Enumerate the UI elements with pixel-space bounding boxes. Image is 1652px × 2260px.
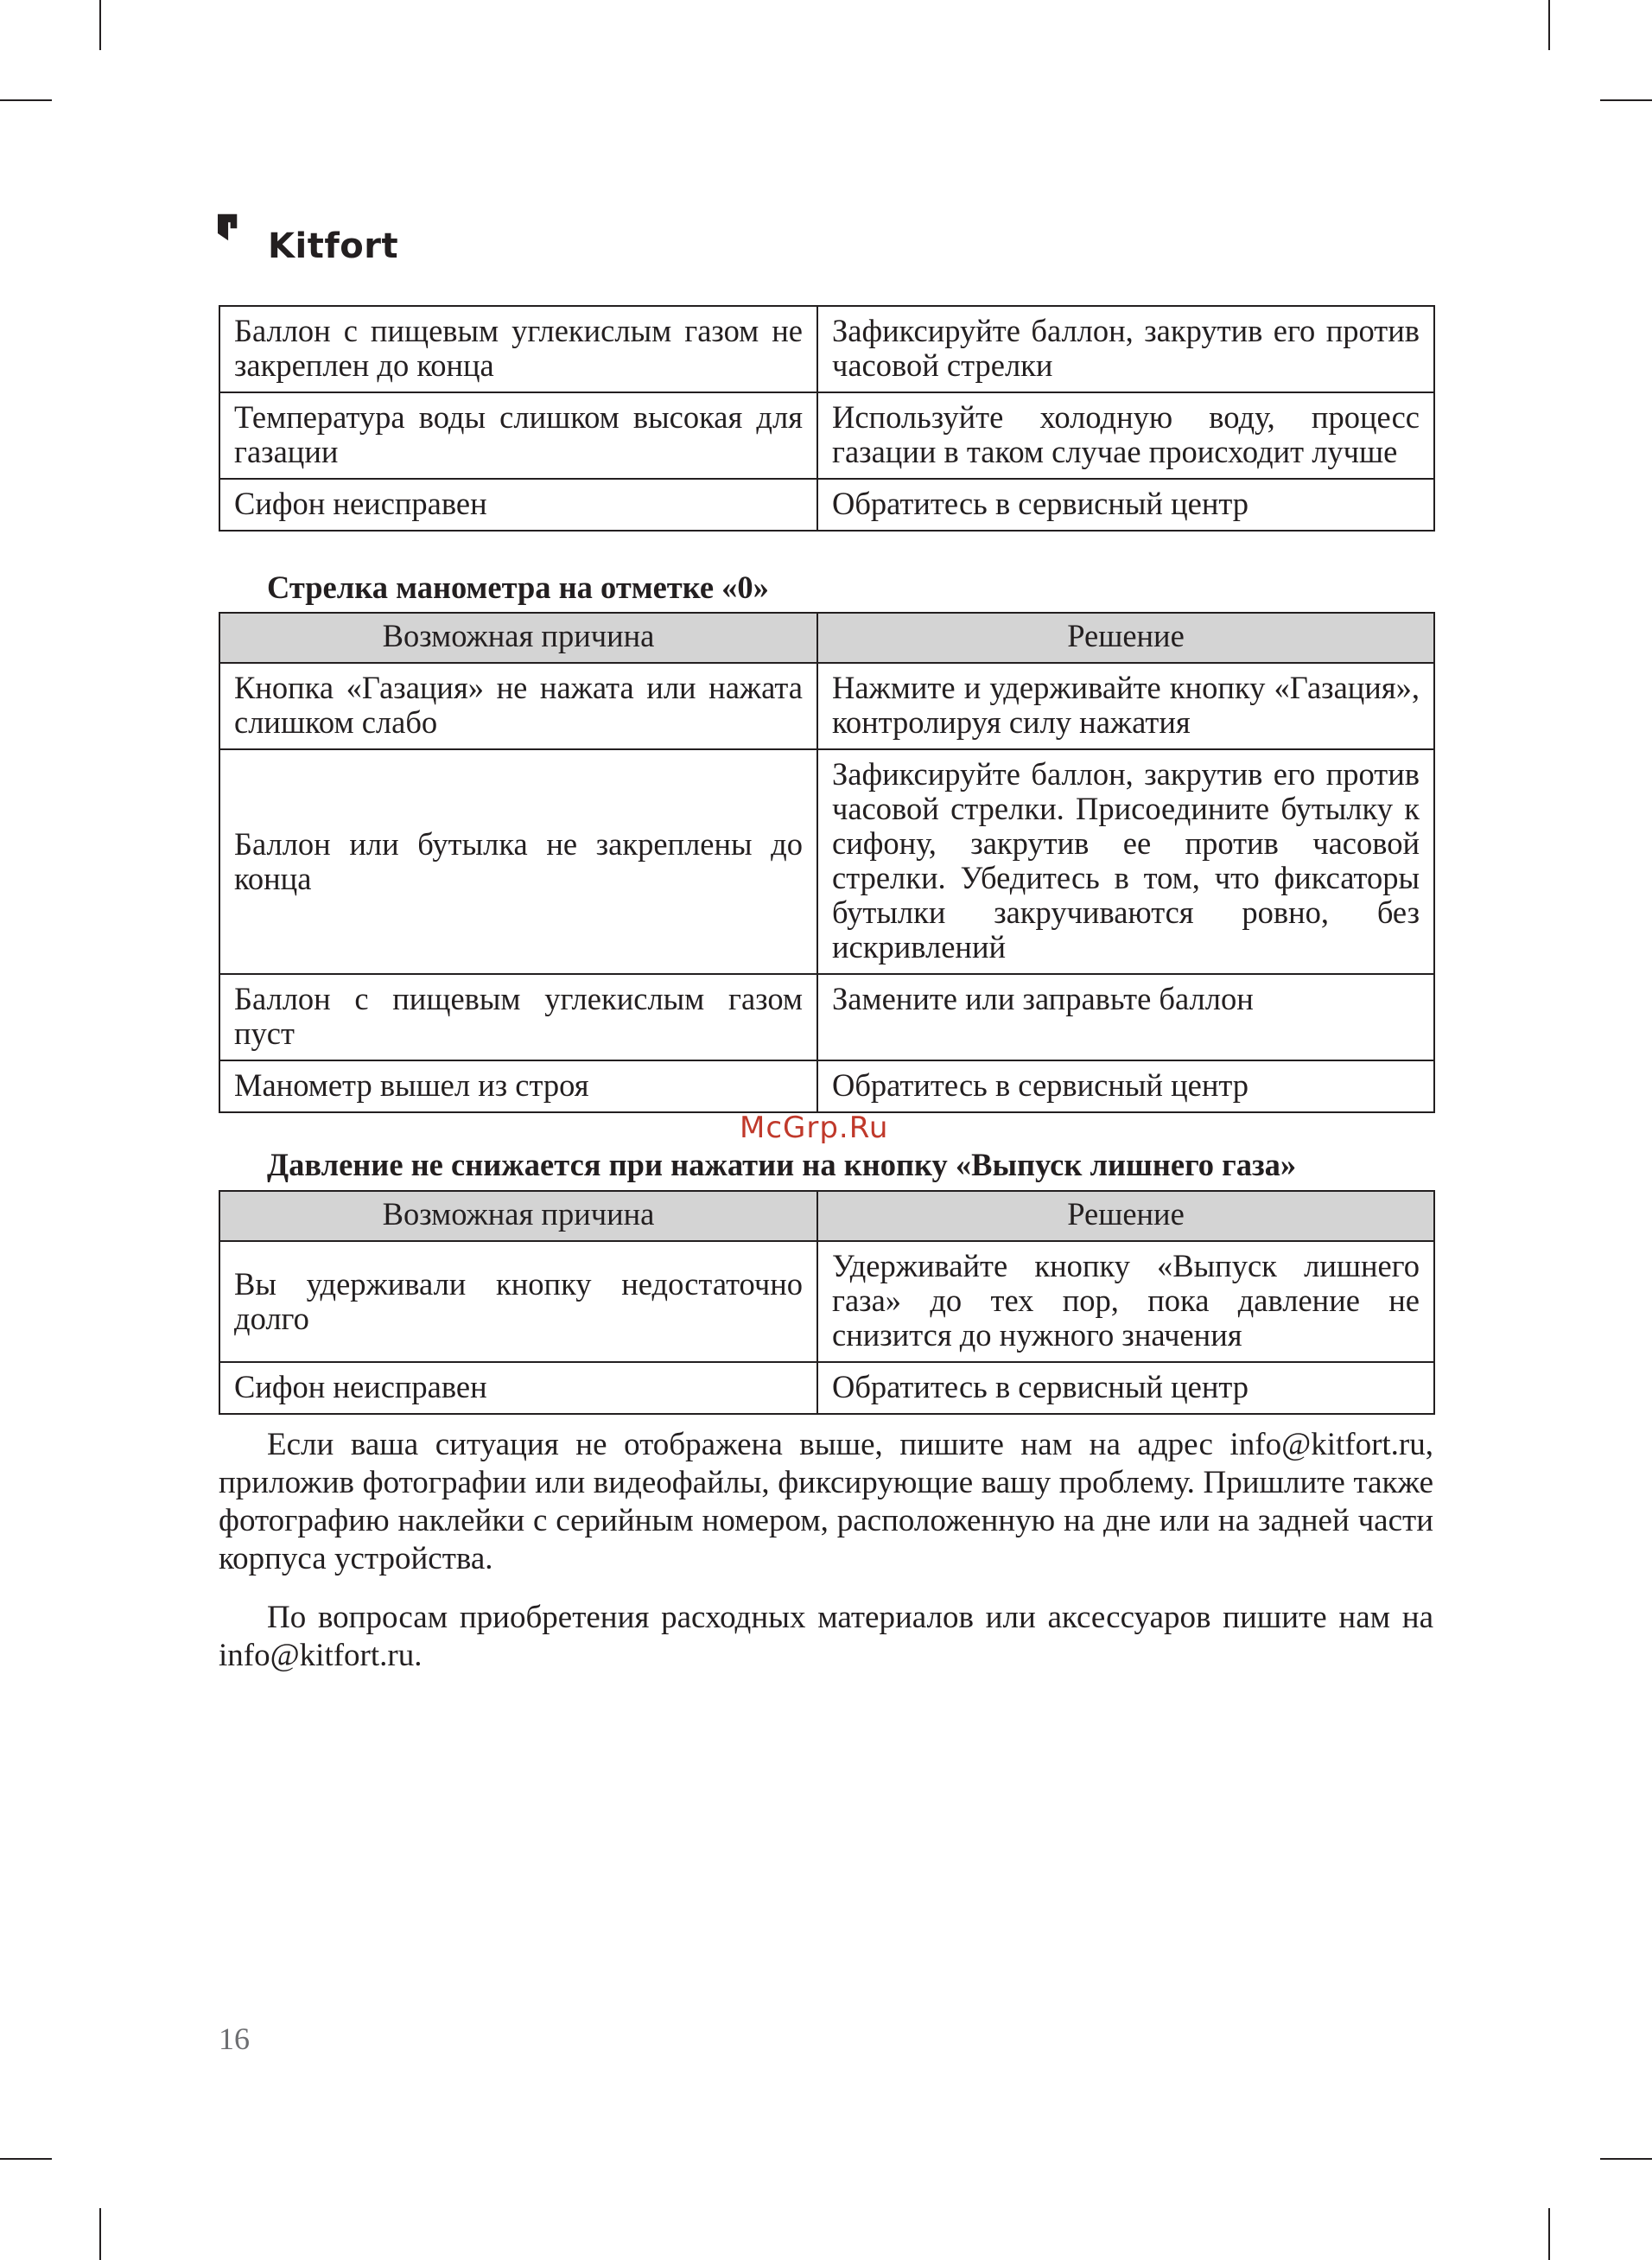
table-row: [219, 306, 1434, 392]
table-row: [219, 1362, 1434, 1414]
crop-mark-bottom-right-v: [1548, 2208, 1550, 2260]
page-number: 16: [219, 2021, 250, 2056]
table-row: [219, 974, 1434, 1060]
crop-mark-bottom-left-v: [99, 2208, 101, 2260]
cause-cell: Баллон с пищевым углекислым газом пуст: [219, 974, 817, 1060]
crop-mark-bottom-right-h: [1600, 2158, 1652, 2160]
solution-cell: Удерживайте кнопку «Выпуск лишнего газа» до тех пор, пока давление не снизится до нужного значения: [817, 1241, 1434, 1362]
cause-cell: Баллон или бутылка не закреплены до конца: [219, 749, 817, 974]
solution-cell: Зафиксируйте баллон, закрутив его против часовой стрелки. Присоедините бутылку к сифону, закрутив ее против часовой стрелки. Убедитесь в том, что фиксаторы бутылки закручиваются ровно, без искривлений: [817, 749, 1434, 974]
cause-cell: Сифон неисправен: [219, 1362, 817, 1414]
cause-cell: Манометр вышел из строя: [219, 1060, 817, 1112]
table-row: [219, 1060, 1434, 1112]
accessories-paragraph: По вопросам приобретения расходных материалов или аксессуаров пишите нам на info@kitfort.ru.: [219, 1600, 1433, 1673]
section-heading: Стрелка манометра на отметке «0»: [267, 570, 769, 605]
brand-logo-text: Kitfort: [268, 226, 399, 266]
crop-mark-top-left-v: [99, 0, 101, 50]
troubleshooting-table-1: [219, 305, 1435, 532]
column-header-cause: Возможная причина: [219, 613, 817, 663]
column-header-cause: Возможная причина: [219, 1191, 817, 1241]
solution-cell: Зафиксируйте баллон, закрутив его против часовой стрелки: [817, 306, 1434, 392]
solution-cell: Обратитесь в сервисный центр: [817, 479, 1434, 531]
table-header-row: [219, 613, 1434, 663]
solution-cell: Используйте холодную воду, процесс газации в таком случае происходит лучше: [817, 392, 1434, 479]
cause-cell: Вы удерживали кнопку недостаточно долго: [219, 1241, 817, 1362]
crop-mark-top-right-v: [1548, 0, 1550, 50]
column-header-solution: Решение: [817, 1191, 1434, 1241]
cause-cell: Кнопка «Газация» не нажата или нажата слишком слабо: [219, 663, 817, 749]
table-row: [219, 479, 1434, 531]
cause-cell: Температура воды слишком высокая для газации: [219, 392, 817, 479]
troubleshooting-table-3: [219, 1190, 1435, 1415]
solution-cell: Обратитесь в сервисный центр: [817, 1060, 1434, 1112]
cause-cell: Сифон неисправен: [219, 479, 817, 531]
watermark-text: McGrp.Ru: [740, 1111, 889, 1145]
crop-mark-top-left-h: [0, 99, 52, 101]
troubleshooting-table-2: [219, 612, 1435, 1113]
contact-paragraph: Если ваша ситуация не отображена выше, пишите нам на адрес info@kitfort.ru, приложив фотографии или видеофайлы, фиксирующие вашу проблему. Пришлите также фотографию наклейки с серийным номером, расположенную на дне или на задней части корпуса устройства.: [219, 1427, 1433, 1576]
solution-cell: Замените или заправьте баллон: [817, 974, 1434, 1060]
table-row: [219, 749, 1434, 974]
section-heading: Давление не снижается при нажатии на кнопку «Выпуск лишнего газа»: [267, 1147, 1297, 1182]
solution-cell: Нажмите и удерживайте кнопку «Газация», контролируя силу нажатия: [817, 663, 1434, 749]
cause-cell: Баллон с пищевым углекислым газом не закреплен до конца: [219, 306, 817, 392]
solution-cell: Обратитесь в сервисный центр: [817, 1362, 1434, 1414]
crop-mark-bottom-left-h: [0, 2158, 52, 2160]
table-row: [219, 392, 1434, 479]
crop-mark-top-right-h: [1600, 99, 1652, 101]
table-row: [219, 1241, 1434, 1362]
table-row: [219, 663, 1434, 749]
table-header-row: [219, 1191, 1434, 1241]
column-header-solution: Решение: [817, 613, 1434, 663]
